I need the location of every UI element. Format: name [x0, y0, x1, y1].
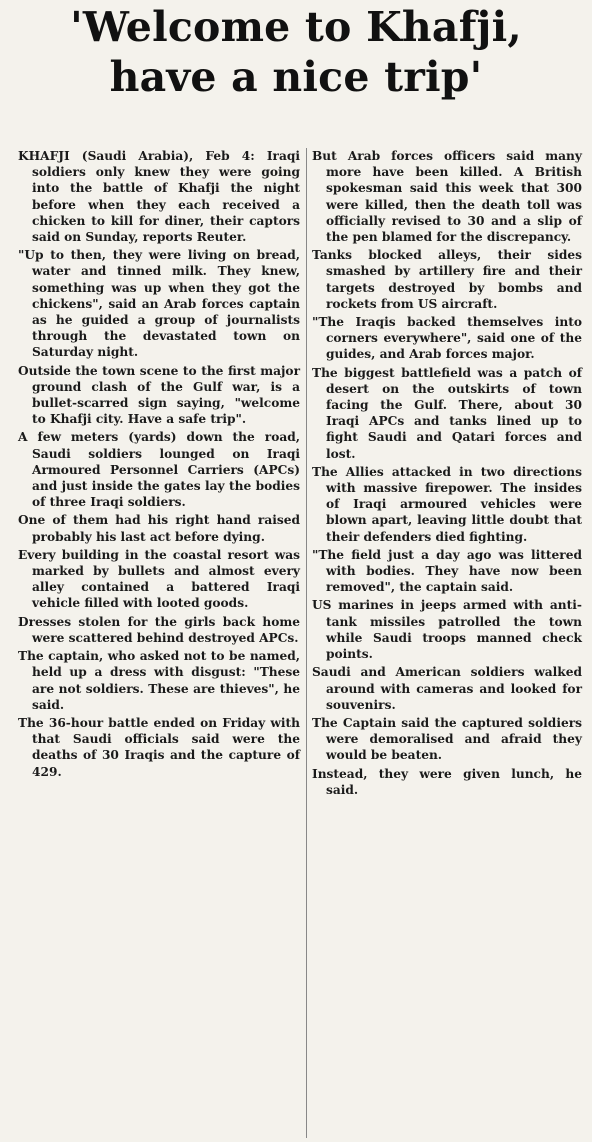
paragraph: Instead, they were given lunch, he said. [312, 766, 582, 797]
paragraph: Dresses stolen for the girls back home were scattered behind destroyed APCs. [18, 614, 300, 645]
right-column [312, 148, 582, 800]
paragraph: Every building in the coastal resort was marked by bullets and almost every alley contained a battered Iraqi vehicle filled with looted goods. [18, 547, 300, 611]
column-divider [306, 148, 307, 1138]
paragraph: The Allies attacked in two directions with massive firepower. The insides of Iraqi armoured vehicles were blown apart, leaving little doubt that their defenders died fighting. [312, 464, 582, 544]
paragraph: "The field just a day ago was littered with bodies. They have now been removed", the captain said. [312, 547, 582, 595]
paragraph: "Up to then, they were living on bread, water and tinned milk. They knew, something was up when they got the chickens", said an Arab forces captain as he guided a group of journalists through the devastated town on Saturday night. [18, 248, 300, 360]
paragraph: The 36-hour battle ended on Friday with that Saudi officials said were the deaths of 30 Iraqis and the capture of 429. [18, 715, 300, 779]
paragraph: A few meters (yards) down the road, Saudi soldiers lounged on Iraqi Armoured Personnel Carriers (APCs) and just inside the gates lay the bodies of three Iraqi soldiers. [18, 430, 300, 510]
paragraph: The captain, who asked not to be named, held up a dress with disgust: "These are not soldiers. These are thieves", he said. [18, 649, 300, 712]
paragraph: Saudi and American soldiers walked around with cameras and looked for souvenirs. [312, 665, 582, 712]
paragraph: US marines in jeeps armed with anti-tank missiles patrolled the town while Saudi troops manned check points. [312, 598, 582, 662]
paragraph: One of them had his right hand raised probably his last act before dying. [18, 513, 300, 544]
headline-line-1: 'Welcome to Khafji, [70, 3, 522, 51]
paragraph: The Captain said the captured soldiers were demoralised and afraid they would be beaten. [312, 715, 582, 763]
headline [0, 2, 592, 102]
paragraph: Outside the town scene to the first major ground clash of the Gulf war, is a bullet-scarred sign saying, "welcome to Khafji city. Have a safe trip". [18, 363, 300, 427]
paragraph: But Arab forces officers said many more have been killed. A British spokesman said this week that 300 were killed, then the death toll was officially revised to 30 and a slip of the pen blamed for the discrepancy. [312, 149, 582, 245]
paragraph: "The Iraqis backed themselves into corners everywhere", said one of the guides, and Arab forces major. [312, 315, 582, 362]
headline-line-2: have a nice trip' [109, 53, 483, 101]
paragraph: The biggest battlefield was a patch of desert on the outskirts of town facing the Gulf. There, about 30 Iraqi APCs and tanks lined up to fight Saudi and Qatari forces and lost. [312, 365, 582, 461]
left-column [18, 148, 300, 782]
paragraph: Tanks blocked alleys, their sides smashed by artillery fire and their targets destroyed by bombs and rockets from US aircraft. [312, 248, 582, 311]
paragraph: KHAFJI (Saudi Arabia), Feb 4: Iraqi soldiers only knew they were going into the battle of Khafji the night before when they each received a chicken to kill for diner, their captors said on Sunday, reports Reuter. [18, 149, 300, 245]
